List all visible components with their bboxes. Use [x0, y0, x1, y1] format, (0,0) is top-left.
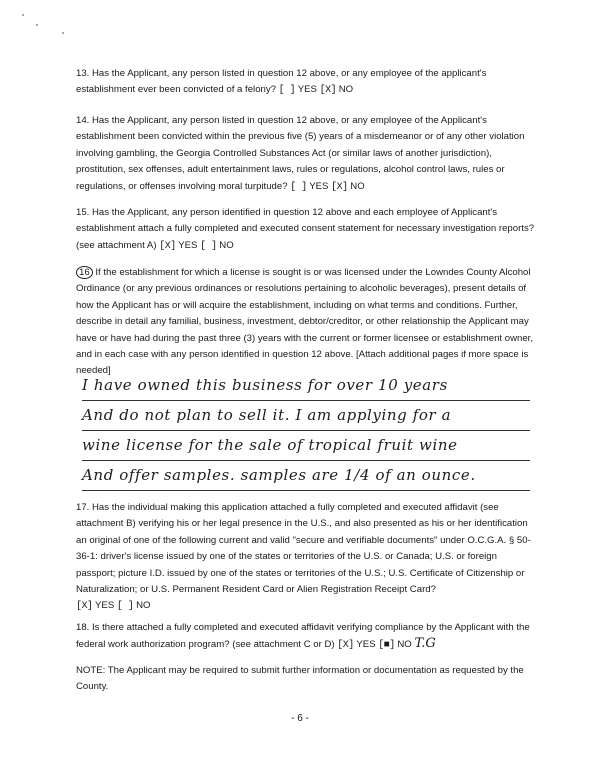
question-18-no-label: NO: [397, 639, 412, 651]
question-14-yes-checkbox[interactable]: [ ]: [290, 181, 307, 193]
question-16-text: If the establishment for which a license is sought is or was licensed under the Lowndes County Alcohol Ordinance (or any previous ordinances or resolutions pertaining to alcoholic beverages), present details of how the Applicant has or will acquire the establishment, including on what terms and conditions. Further, describe in detail any familial, business, investment, debtor/creditor, or other relationship the Applicant may have or have had during the past three (3) years with the current or former licensee or establishment owner, and in each case with any person identified in question 12 above. [Attach additional pages if more space is needed]: [76, 267, 534, 377]
question-13-no-label: NO: [338, 84, 354, 96]
question-14-no-label: NO: [350, 180, 365, 192]
question-15-no-label: NO: [219, 239, 234, 251]
handwritten-answer-line[interactable]: And do not plan to sell it. I am applying for a: [82, 402, 530, 431]
question-16: [76, 265, 536, 380]
question-15-yes-label: YES: [178, 239, 198, 251]
question-17-text: 17. Has the individual making this application attached a fully completed and executed affidavit (see attachment B) verifying his or her legal presence in the U.S., and also presented as his or her identification an original of one of the following current and valid "secure and verifiable documents" under O.C.G.A. § 50-36-1: driver's license issued by one of the states or territories of the U.S. or Canada; U.S. or foreign passport; picture I.D. issued by one of the states or territories of the U.S.; U.S. Certificate of Citizenship or Naturalization; or U.S. Permanent Resident Card or Alien Registration Receipt Card?: [76, 502, 531, 596]
question-13-yes-label: YES: [297, 84, 317, 96]
scan-speck: [36, 24, 38, 26]
scan-speck: [22, 14, 24, 16]
handwritten-answer-line[interactable]: I have owned this business for over 10 years: [82, 372, 530, 401]
question-15-no-checkbox[interactable]: [ ]: [200, 240, 217, 252]
scan-speck: [62, 32, 64, 34]
question-18: [76, 620, 536, 655]
note: NOTE: The Applicant may be required to submit further information or documentation as requested by the County.: [76, 665, 524, 693]
question-14-yes-label: YES: [309, 180, 329, 192]
question-17-yes-checkbox[interactable]: [X]: [76, 601, 93, 613]
question-18-yes-checkbox[interactable]: [X]: [337, 640, 354, 652]
question-15: [76, 205, 536, 255]
question-14-no-checkbox[interactable]: [X]: [331, 181, 348, 193]
question-18-yes-label: YES: [356, 639, 376, 651]
question-17-no-label: NO: [136, 600, 151, 612]
question-13-no-checkbox[interactable]: [X]: [319, 85, 337, 97]
question-15-text: 15. Has the Applicant, any person identified in question 12 above and each employee of Applicant's establishment attach a fully completed and executed consent statement for necessary investigation reports? (see attachment A): [76, 207, 535, 251]
question-18-no-checkbox[interactable]: [■]: [378, 640, 395, 652]
question-13: [76, 66, 536, 100]
question-16-number: 16: [76, 266, 93, 279]
question-17: [76, 500, 536, 616]
page-number: - 6 -: [291, 713, 309, 724]
question-13-text: 13. Has the Applicant, any person listed in question 12 above, or any employee of the applicant's establishment ever been convicted of a felony?: [76, 68, 487, 96]
question-18-text: 18. Is there attached a fully completed and executed affidavit verifying compliance by the Applicant with the federal work authorization program? (see attachment C or D): [76, 622, 530, 651]
question-17-yes-label: YES: [95, 600, 115, 612]
handwritten-answer-line[interactable]: And offer samples. samples are 1/4 of an ounce.: [82, 462, 530, 491]
question-14: [76, 113, 536, 196]
question-14-text: 14. Has the Applicant, any person listed in question 12 above, or any employee of the Applicant's establishment been convicted within the previous five (5) years of a misdemeanor or of any other violation involving gambling, the Georgia Controlled Substances Act (or similar laws of another jurisdiction), prostitution, sex offenses, adult entertainment laws, rules or regulations, alcohol control laws, rules or regulations, or offenses involving moral turpitude?: [76, 115, 525, 192]
question-17-no-checkbox[interactable]: [ ]: [116, 601, 134, 613]
applicant-initials: T.G: [414, 636, 436, 652]
handwritten-answer-line[interactable]: wine license for the sale of tropical fruit wine: [82, 432, 530, 461]
question-15-yes-checkbox[interactable]: [X]: [159, 240, 176, 252]
question-13-yes-checkbox[interactable]: [ ]: [278, 85, 296, 97]
